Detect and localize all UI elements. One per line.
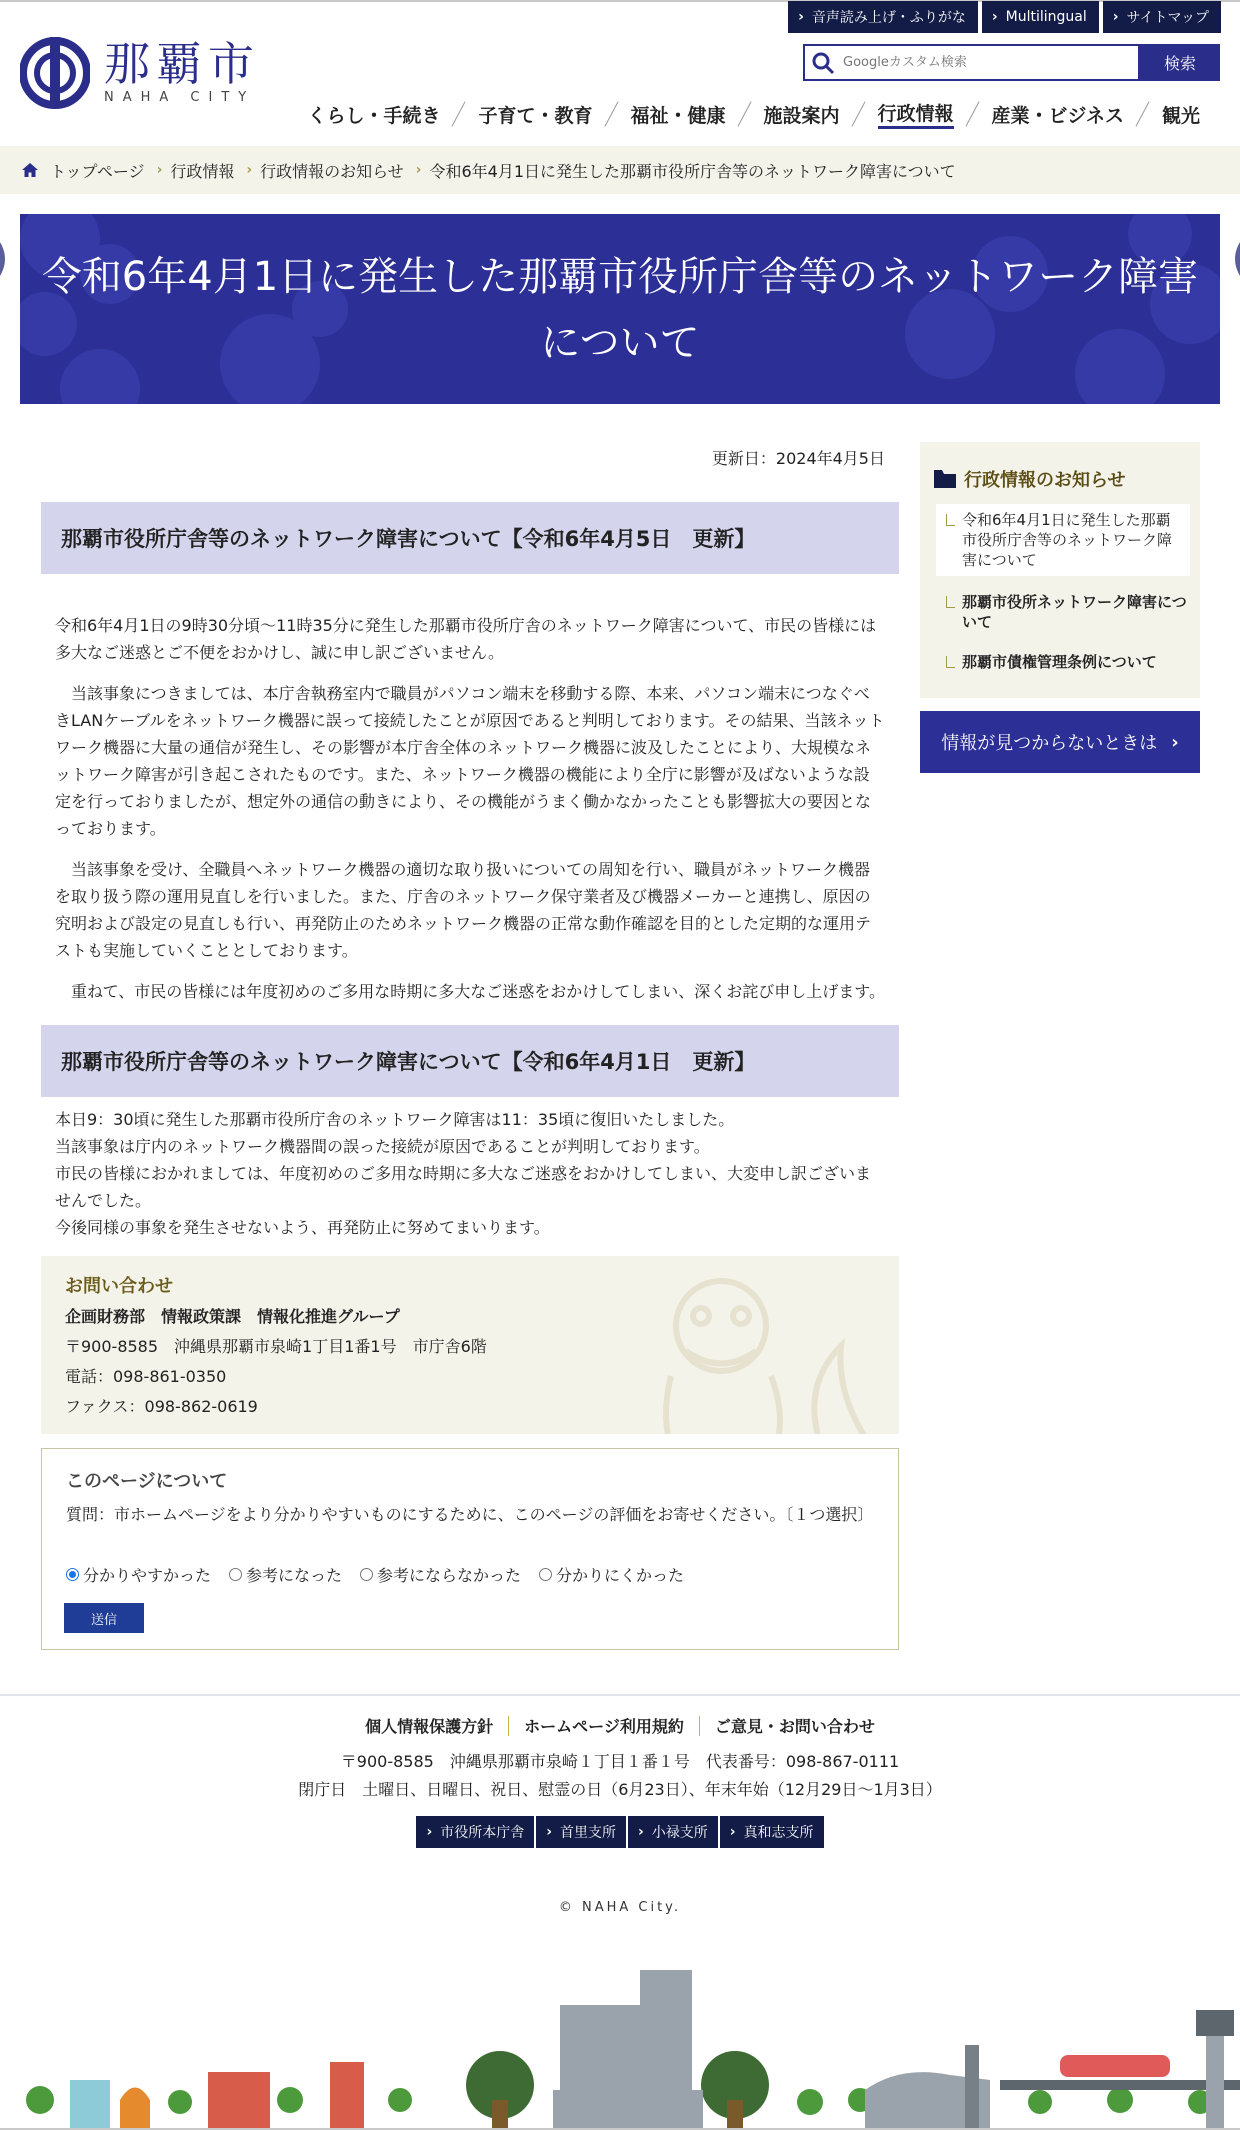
section-heading-0401: 那覇市役所庁舎等のネットワーク障害について【令和6年4月1日 更新】 — [41, 1025, 899, 1097]
nav-item-business[interactable]: 産業・ビジネス — [991, 104, 1124, 127]
side-nav-title-label: 行政情報のお知らせ — [964, 470, 1126, 491]
shisa-watermark-icon — [631, 1266, 891, 1434]
branch-links — [0, 1816, 1240, 1848]
utility-bar — [784, 1, 1221, 33]
search-button[interactable]: 検索 — [1140, 44, 1220, 81]
breadcrumb-chevron-icon: › — [415, 162, 422, 178]
nav-item-facilities[interactable]: 施設案内 — [763, 104, 840, 127]
chevron-right-icon: › — [638, 1824, 644, 1840]
logo-name: 那覇市 — [104, 36, 260, 91]
paragraph-closing: 重ねて、市民の皆様には年度初めのご多用な時期に多大なご迷惑をおかけしてしまい、深くお詫び申し上げます。 — [71, 982, 886, 1001]
nav-separator — [846, 101, 872, 127]
read-aloud-button[interactable] — [788, 1, 978, 33]
feedback-options — [66, 1563, 702, 1586]
feedback-title: このページについて — [66, 1471, 228, 1492]
breadcrumb-current: 令和6年4月1日に発生した那覇市役所庁舎等のネットワーク障害について — [429, 161, 956, 181]
nav-item-childcare[interactable]: 子育て・教育 — [478, 104, 593, 127]
page-hero — [20, 214, 1220, 404]
radio-icon[interactable] — [229, 1568, 242, 1581]
option-label: 分かりやすかった — [83, 1566, 212, 1585]
hero-right-ornament — [1228, 234, 1240, 284]
search-box — [803, 44, 1140, 81]
side-link-current[interactable]: 令和6年4月1日に発生した那覇市役所庁舎等のネットワーク障害について — [936, 504, 1190, 576]
option-not-helpful[interactable] — [360, 1563, 521, 1586]
nav-separator — [732, 101, 758, 127]
footer-divider — [0, 1694, 1240, 1696]
section-heading-0405: 那覇市役所庁舎等のネットワーク障害について【令和6年4月5日 更新】 — [41, 502, 899, 574]
nav-item-welfare[interactable]: 福祉・健康 — [630, 104, 726, 127]
side-nav — [920, 442, 1200, 698]
breadcrumb-administration[interactable]: 行政情報 — [170, 161, 235, 181]
breadcrumb-notices[interactable]: 行政情報のお知らせ — [260, 161, 404, 181]
text-line: 今後同様の事象を発生させないよう、再発防止に努めてまいります。 — [55, 1218, 550, 1237]
text-line: 当該事象は庁内のネットワーク機器間の誤った接続が原因であることが判明しております。 — [55, 1137, 710, 1156]
option-label: 参考になった — [246, 1566, 343, 1585]
radio-icon[interactable] — [360, 1568, 373, 1581]
submit-button[interactable]: 送信 — [64, 1603, 144, 1633]
logo-text — [104, 38, 260, 105]
privacy-policy-link[interactable]: 個人情報保護方針 — [365, 1717, 494, 1736]
contact-tel: 電話：098-861-0350 — [65, 1367, 227, 1386]
logo-subtitle: NAHA CITY — [104, 89, 256, 105]
branch-main-office[interactable] — [416, 1816, 534, 1848]
chevron-right-icon: › — [729, 1824, 736, 1840]
option-hard[interactable] — [539, 1563, 684, 1586]
contact-department: 企画財務部 情報政策課 情報化推進グループ — [65, 1307, 400, 1326]
terms-link[interactable]: ホームページ利用規約 — [524, 1717, 684, 1736]
footer-links — [0, 1714, 1240, 1737]
nav-separator — [599, 101, 625, 127]
paragraph-apology: 令和6年4月1日の9時30分頃～11時35分に発生した那覇市役所庁舎のネットワーク障害について、市民の皆様には多大なご迷惑とご不便をおかけし、誠に申し訳ございません。 — [55, 616, 877, 662]
branch-label: 首里支所 — [560, 1825, 616, 1841]
contact-fax: ファクス：098-862-0619 — [65, 1397, 258, 1416]
nav-separator — [960, 101, 986, 127]
nav-item-administration[interactable]: 行政情報 — [878, 99, 954, 129]
hero-left-ornament — [0, 234, 12, 284]
feedback-question: 質問：市ホームページをより分かりやすいものにするために、このページの評価をお寄せください。〔１つ選択〕 — [66, 1505, 874, 1524]
nav-separator — [1130, 101, 1156, 127]
branch-shuri[interactable] — [536, 1816, 626, 1848]
contact-address: 〒900-8585 沖縄県那覇市泉崎1丁目1番1号 市庁舎6階 — [65, 1337, 487, 1356]
site-logo[interactable] — [20, 33, 260, 109]
footer-closed-days: 閉庁日 土曜日、日曜日、祝日、慰霊の日（6月23日）、年末年始（12月29日～1月3日） — [298, 1780, 942, 1799]
home-icon — [22, 163, 38, 177]
paragraph-cause: 当該事象につきましては、本庁舎執務室内で職員がパソコン端末を移動する際、本来、パソコン端末につなぐべきLANケーブルをネットワーク機器に誤って接続したことが原因であると判明しております。その結果、当該ネットワーク機器に大量の通信が発生し、その影響が本庁舎全体のネットワーク機器に波及したことにより、大規模なネットワーク障害が引き起こされたものです。また、ネットワーク機器の機能により全庁に影響が及ばないような設定を行っておりましたが、想定外の通信の動きにより、その機能がうまく働かなかったことも影響拡大の要因となっております。 — [55, 684, 885, 838]
nav-separator — [446, 101, 472, 127]
multilingual-button[interactable] — [982, 1, 1099, 33]
naha-city-emblem-icon — [20, 33, 90, 109]
side-nav-title — [934, 466, 1125, 492]
updated-date: 更新日：2024年4月5日 — [711, 449, 885, 468]
chevron-right-icon: › — [546, 1824, 552, 1840]
copyright: © NAHA City. — [558, 1900, 682, 1915]
side-link-network-outage[interactable]: 那覇市役所ネットワーク障害について — [942, 592, 1188, 632]
breadcrumb-top[interactable]: トップページ — [50, 161, 145, 181]
nav-item-tourism[interactable]: 観光 — [1161, 104, 1200, 127]
text-line: 市民の皆様におかれましては、年度初めのご多用な時期に多大なご迷惑をおかけしてしまい、大変申し訳ございませんでした。 — [55, 1164, 872, 1210]
not-found-label: 情報が見つからないときは — [941, 733, 1158, 754]
contact-link[interactable]: ご意見・お問い合わせ — [714, 1717, 875, 1736]
contact-box — [41, 1256, 899, 1434]
cityscape-illustration — [0, 1950, 1240, 2130]
search-icon — [811, 51, 835, 75]
branch-label: 真和志支所 — [743, 1825, 814, 1841]
chevron-right-icon: › — [991, 9, 998, 25]
folder-icon — [934, 470, 956, 488]
branch-label: 市役所本庁舎 — [440, 1825, 525, 1841]
sitemap-button[interactable] — [1103, 1, 1221, 33]
contact-title: お問い合わせ — [65, 1276, 173, 1297]
breadcrumb-chevron-icon: › — [156, 162, 163, 178]
option-label: 分かりにくかった — [556, 1566, 685, 1585]
footer-address: 〒900-8585 沖縄県那覇市泉崎１丁目１番１号 代表番号：098-867-0111 — [340, 1752, 900, 1771]
page-title: 令和6年4月1日に発生した那覇市役所庁舎等のネットワーク障害について — [41, 254, 1199, 366]
radio-checked-icon[interactable] — [66, 1568, 79, 1581]
chevron-right-icon: › — [798, 9, 804, 25]
side-link-debt-ordinance[interactable]: 那覇市債権管理条例について — [942, 652, 1188, 672]
page-feedback-form — [41, 1448, 899, 1650]
nav-item-living[interactable]: くらし・手続き — [307, 104, 441, 127]
branch-mawashi[interactable] — [720, 1816, 824, 1848]
branch-oroku[interactable] — [628, 1816, 718, 1848]
multilingual-label: Multilingual — [1005, 9, 1087, 25]
read-aloud-label: 音声読み上げ・ふりがな — [811, 10, 966, 26]
branch-label: 小禄支所 — [651, 1825, 708, 1841]
breadcrumb — [0, 146, 1240, 194]
paragraph-countermeasures: 当該事象を受け、全職員へネットワーク機器の適切な取り扱いについての周知を行い、職員がネットワーク機器を取り扱う際の運用見直しを行いました。また、庁舎のネットワーク保守業者及び機器メーカーと連携し、原因の究明および設定の見直しも行い、再発防止のためネットワーク機器の正常な動作確認を目的とした定期的な運用テストも実施していくこととしております。 — [55, 860, 872, 960]
radio-icon[interactable] — [539, 1568, 552, 1581]
chevron-right-icon: › — [1171, 731, 1179, 753]
sitemap-label: サイトマップ — [1126, 10, 1209, 26]
global-nav — [307, 98, 1200, 130]
chevron-right-icon: › — [1112, 9, 1119, 25]
breadcrumb-chevron-icon: › — [246, 162, 253, 178]
not-found-button[interactable] — [920, 711, 1200, 773]
option-label: 参考にならなかった — [377, 1566, 522, 1585]
search-input[interactable] — [835, 55, 1125, 70]
option-easy[interactable] — [66, 1563, 211, 1586]
chevron-right-icon: › — [426, 1824, 433, 1840]
option-helpful[interactable] — [229, 1563, 342, 1586]
text-line: 本日9：30頃に発生した那覇市役所庁舎のネットワーク障害は11：35頃に復旧いたしました。 — [55, 1110, 735, 1129]
